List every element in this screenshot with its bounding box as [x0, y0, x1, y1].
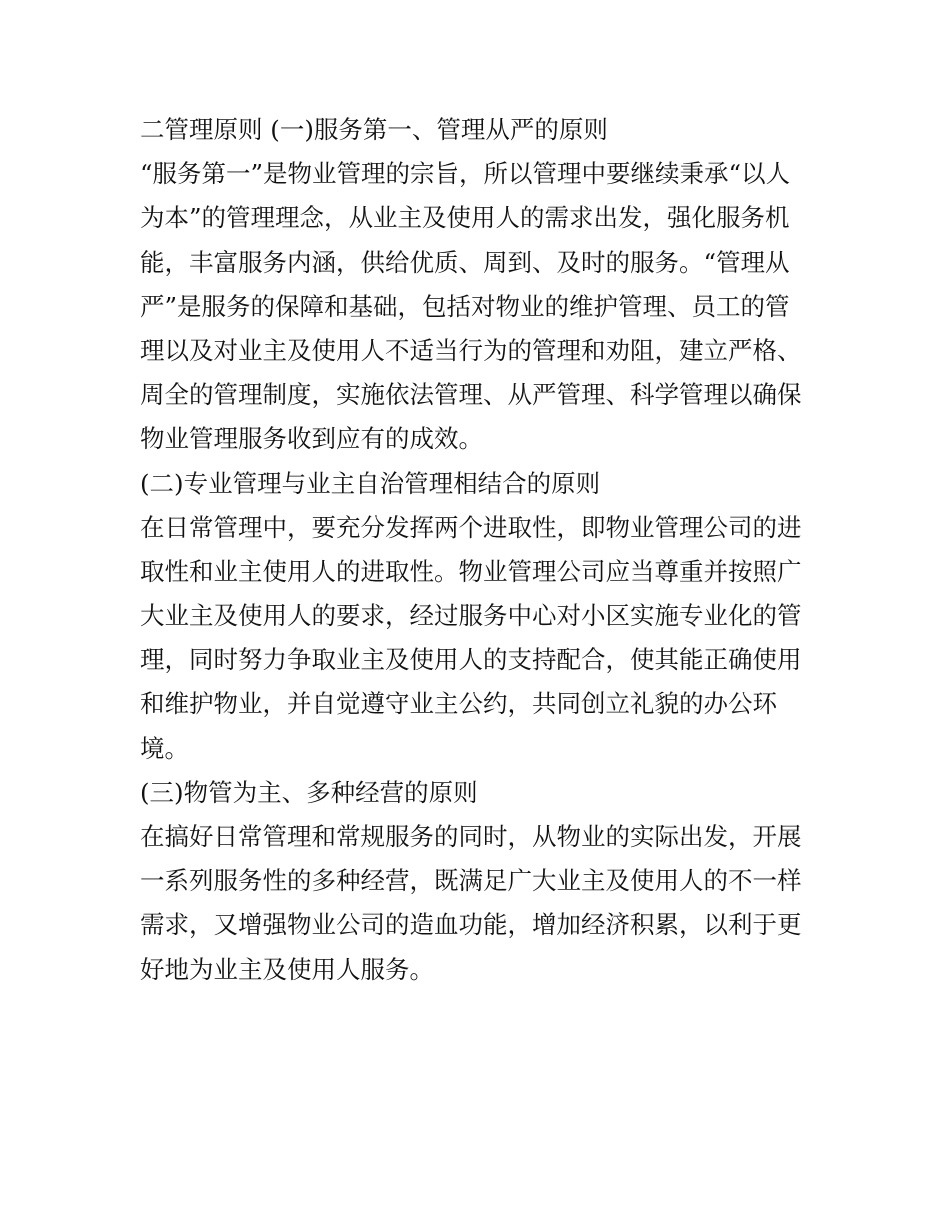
paragraph-line: 和维护物业，并自觉遵守业主公约，共同创立礼貌的办公环: [140, 689, 777, 719]
heading-line: (三)物管为主、多种经营的原则: [140, 777, 478, 807]
paragraph-line: 严”是服务的保障和基础，包括对物业的维护管理、员工的管: [140, 291, 790, 321]
document-body: [140, 108, 820, 992]
paragraph-line: 周全的管理制度，实施依法管理、从严管理、科学管理以确保: [140, 380, 802, 410]
paragraph-line: 物业管理服务收到应有的成效。: [140, 424, 483, 454]
paragraph-line: 好地为业主及使用人服务。: [140, 954, 434, 984]
paragraph-line: 一系列服务性的多种经营，既满足广大业主及使用人的不一样: [140, 866, 802, 896]
paragraph-professional-management: [140, 506, 820, 771]
paragraph-diversified-operation: [140, 815, 820, 992]
section-heading-3: [140, 771, 820, 815]
paragraph-line: 境。: [140, 733, 189, 763]
paragraph-line: 大业主及使用人的要求，经过服务中心对小区实施专业化的管: [140, 601, 802, 631]
paragraph-line: 为本”的管理理念，从业主及使用人的需求出发，强化服务机: [140, 203, 790, 233]
paragraph-line: 能，丰富服务内涵，供给优质、周到、及时的服务。“管理从: [140, 247, 790, 277]
paragraph-line: 取性和业主使用人的进取性。物业管理公司应当尊重并按照广: [140, 556, 802, 586]
paragraph-line: “服务第一”是物业管理的宗旨，所以管理中要继续秉承“以人: [140, 159, 791, 189]
paragraph-line: 在日常管理中，要充分发挥两个进取性，即物业管理公司的进: [140, 512, 802, 542]
section-heading-principles: [140, 108, 820, 152]
section-heading-2: [140, 462, 820, 506]
paragraph-line: 理以及对业主及使用人不适当行为的管理和劝阻，建立严格、: [140, 335, 802, 365]
paragraph-line: 在搞好日常管理和常规服务的同时，从物业的实际出发，开展: [140, 822, 802, 851]
paragraph-line: 需求，又增强物业公司的造血功能，增加经济积累，以利于更: [140, 910, 802, 940]
heading-line: (二)专业管理与业主自治管理相结合的原则: [140, 468, 601, 498]
heading-line: 二管理原则 (一)服务第一、管理从严的原则: [140, 115, 608, 144]
paragraph-service-first: [140, 152, 820, 461]
paragraph-line: 理，同时努力争取业主及使用人的支持配合，使其能正确使用: [140, 645, 802, 675]
